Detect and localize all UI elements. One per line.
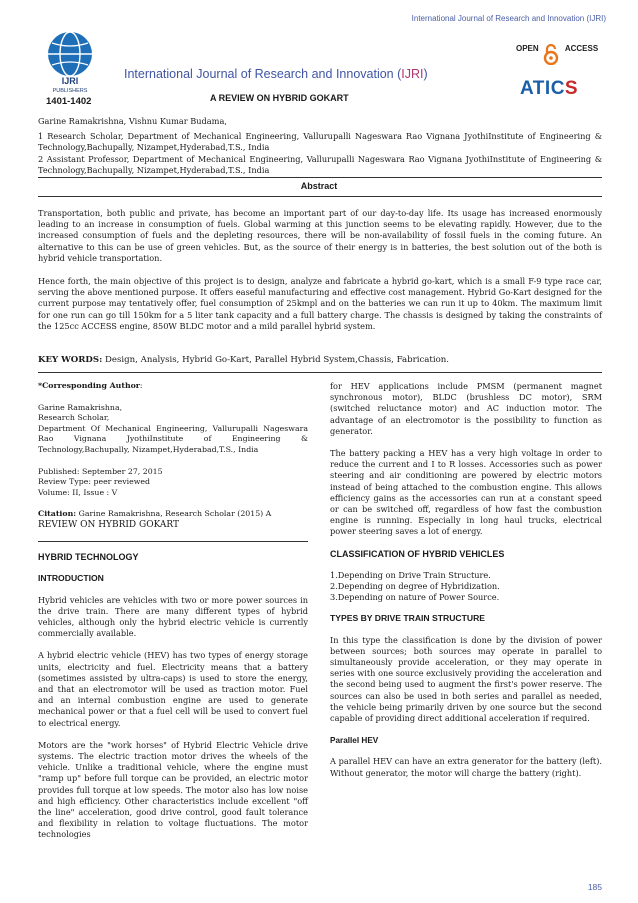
page-number: 185 [587,882,602,892]
section-heading-drive-train: TYPES BY DRIVE TRAIN STRUCTURE [330,613,486,624]
intro-paragraph-3: Motors are the "work horses" of Hybrid Electric Vehicle drive systems. The electric traction motor drives the wheels of the vehicle. Unlike a traditional vehicle, where the engine must "ramp up" before full torque can be provided, an electric motor provides full torque at low speeds. The motor also has low noise and high efficiency. Other characteristics include excellent "off the line" acceleration, good drive control, good fault tolerance and flexibility in relation to voltage fluctuations. The motor technologies [38,739,308,840]
abstract-paragraph-2: Hence forth, the main objective of this project is to design, analyze and fabricate a hybrid go-kart, which is a small F-9 type race car, serving the above mentioned purpose. It offers easeful manufacturing and effective cost management. Hybrid Go-Kart designed for the current purpose may tentatively offer, fuel consumption of 25kmpl and on the batteries we can run it up to 40km. The maximum limit for one run can go till 150km for a 5 liter tank capacity and a full battery charge. The chassis is designed by taking the constraints of the 125cc ACCESS engine, 850W BLDC motor and a mild parallel hybrid system. [38,276,602,331]
right-column [330,381,602,790]
corresponding-author-label: *Corresponding Author: [38,381,143,390]
affiliation-1: 1 Research Scholar, Department of Mechanical Engineering, Vallurupalli Nageswara Rao Vignana JyothiInstitute of Engineering & Technology,Bachupally, Nizampet,Hyderabad,T.S., India [38,131,602,153]
paper-title: A REVIEW ON HYBRID GOKART [210,93,349,103]
corresponding-author-dept: Department Of Mechanical Engineering, Vallurupalli Nageswara Rao Vignana JyothiInstitute of Engineering & Technology,Bachupally, Nizampet,Hyderabad,T.S., India [38,423,308,454]
journal-logo [34,30,106,94]
volume-issue: Volume: II, Issue : V [38,487,118,497]
globe-icon [34,30,106,94]
abstract-divider [38,196,602,197]
intro-paragraph-2: A hybrid electric vehicle (HEV) has two types of energy storage units, electricity and fuel. Electricity means that a battery (sometimes assisted by ultra-caps) is used to store the energy, and that an electromotor will be used as traction motor. Fuel and an internal combustion engine are used to generate mechanical power or that a fuel cell will be used to convert fuel to electrical energy. [38,650,308,728]
list-item: 3.Depending on nature of Power Source. [330,592,500,603]
citation-label: Citation: [38,509,77,519]
open-access-lock-icon [542,43,560,65]
section-heading-introduction: INTRODUCTION [38,573,104,584]
list-item: 1.Depending on Drive Train Structure. [330,569,491,580]
affiliation-2: 2 Assistant Professor, Department of Mechanical Engineering, Vallurupalli Nageswara Rao Vignana JyothiInstitute of Engineering & Technology,Bachupally, Nizampet,Hyderabad,T.S., India [38,154,602,176]
logo-caption: 1401-1402 [46,96,92,107]
drive-train-paragraph: In this type the classification is done by the division of power between sources; both sources may operate in parallel to simultaneously provide acceleration, or they may operate in series with one source exclusively providing the acceleration and the second being used to augment the first's power reserve. The sources can also be used in both series and parallel as needed, the vehicle being primarily driven by one source but the second capable of providing direct additional acceleration if required. [330,634,602,724]
list-item: 2.Depending on degree of Hybridization. [330,581,500,592]
left-column [38,381,308,852]
logo-text: IJRI [61,76,79,86]
corresponding-author-name: Garine Ramakrishna, [38,402,123,412]
section-heading-classification: CLASSIFICATION OF HYBRID VEHICLES [330,548,505,559]
keywords-list: Design, Analysis, Hybrid Go-Kart, Parallel Hybrid System,Chassis, Fabrication. [102,355,450,365]
keywords-label: KEY WORDS: [38,355,103,365]
review-type: Review Type: peer reviewed [38,477,151,487]
open-access-right: ACCESS [564,44,599,53]
published-date: Published: September 27, 2015 [38,466,163,476]
parallel-hev-paragraph: A parallel HEV can have an extra generator for the battery (left). Without generator, the motor will charge the battery (right). [330,756,602,778]
section-heading-hybrid-technology: HYBRID TECHNOLOGY [38,552,139,563]
section-heading-parallel-hev: Parallel HEV [330,736,379,746]
journal-abbr: IJRI [401,67,424,81]
classification-list [330,570,602,604]
running-head: International Journal of Research and Innovation (IJRI) [411,14,606,23]
logo-subtext: PUBLISHERS [52,88,88,94]
citation-title: REVIEW ON HYBRID GOKART [38,519,180,530]
citation-divider [38,541,308,542]
abstract-heading: Abstract [300,181,338,191]
citation [38,509,308,520]
keywords [38,355,602,366]
keywords-divider [38,372,602,373]
corresponding-author-role: Research Scholar, [38,413,110,423]
header-divider [38,177,602,178]
right-paragraph-2: The battery packing a HEV has a very high voltage in order to reduce the current and I to R losses. Accessories such as power steering and air conditioning are powered by electric motors instead of being attached to the combustion engine. This allows efficiency gains as the accessories can run at a constant speed or can be switched off, regardless of how fast the combustion engine is running. Especially in long haul trucks, electrical power steering saves a lot of energy. [330,448,602,537]
journal-title-text: International Journal of Research and Innovation ( [124,67,402,81]
intro-paragraph-1: Hybrid vehicles are vehicles with two or more power sources in the drive train. There are many different types of hybrid vehicles, although only the hybrid electric vehicle is currently commercially available. [38,594,308,639]
journal-title [124,67,428,81]
atics-logo-main: ATIC [520,78,565,99]
right-paragraph-1: for HEV applications include PMSM (permanent magnet synchronous motor), BLDC (brushless DC motor), SRM (switched reluctance motor) and AC induction motor. The advantage of an electromotor is the possibility to function as generator. [330,381,602,436]
open-access-left: OPEN [516,44,539,53]
journal-title-close: ) [423,67,428,81]
abstract-paragraph-1: Transportation, both public and private, has become an important part of our day-to-day life. Its usage has increased enormously leading to an increase in consumption of fuels. Global warming at this junction seems to be elevating rapidly. However, due to the increased consumption of fuels and the depleting resources, there will be non-availability of fossil fuels in the coming future. An alternative to this can be use of green vehicles. But, as the source of their energy is in batteries, the best solution out of the both is hybrid vehicle transportation. [38,208,602,263]
atics-logo-end: S [564,78,579,99]
atics-logo [520,78,578,100]
authors: Garine Ramakrishna, Vishnu Kumar Budama, [38,116,227,126]
citation-text: Garine Ramakrishna, Research Scholar (2015) A [76,509,272,519]
